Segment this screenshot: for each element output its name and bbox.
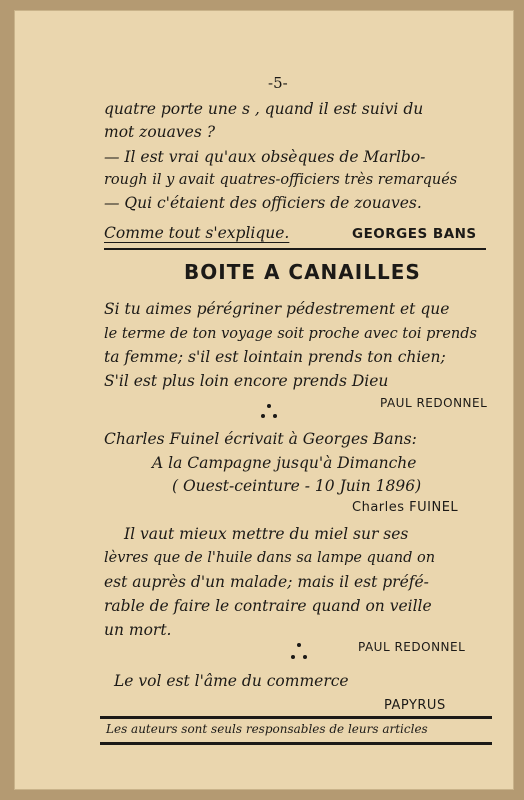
- paragraph-line: A la Campagne jusqu'à Dimanche: [152, 454, 417, 472]
- paragraph-line: est auprès d'un malade; mais il est préfé-: [104, 573, 429, 591]
- paragraph-line: Si tu aimes pérégriner pédestrement et que: [104, 300, 450, 318]
- intro-line: quatre porte une s , quand il est suivi du: [104, 100, 424, 118]
- paragraph-line: Charles Fuinel écrivait à Georges Bans:: [104, 430, 417, 448]
- paragraph-line: lèvres que de l'huile dans sa lampe quand on: [104, 550, 436, 566]
- section-title: BOITE A CANAILLES: [184, 260, 421, 284]
- paragraph-line: Le vol est l'âme du commerce: [114, 672, 349, 690]
- paragraph-line: ta femme; s'il est lointain prends ton chien;: [104, 348, 446, 366]
- section-divider: [104, 248, 486, 250]
- intro-line: — Il est vrai qu'aux obsèques de Marlbo-: [104, 148, 426, 166]
- intro-closing-line: Comme tout s'explique.: [104, 224, 290, 242]
- author-signature: PAUL REDONNEL: [380, 396, 488, 410]
- intro-line: rough il y avait quatres-officiers très remarqués: [104, 172, 458, 188]
- paragraph-line: le terme de ton voyage soit proche avec toi prends: [104, 326, 477, 342]
- paragraph-line: un mort.: [104, 621, 172, 639]
- intro-line: — Qui c'étaient des officiers de zouaves.: [104, 194, 422, 212]
- dot-separator: [260, 403, 280, 425]
- intro-author-signature: GEORGES BANS: [352, 226, 477, 242]
- dot-separator: [290, 642, 310, 664]
- paragraph-line: Il vaut mieux mettre du miel sur ses: [124, 525, 409, 543]
- intro-line: mot zouaves ?: [104, 123, 216, 141]
- paragraph-line: rable de faire le contraire quand on veille: [104, 597, 432, 615]
- author-signature: PAPYRUS: [384, 698, 446, 713]
- footer-divider: [100, 742, 492, 745]
- paragraph-line: ( Ouest-ceinture - 10 Juin 1896): [172, 477, 422, 495]
- page-number: -5-: [268, 74, 288, 92]
- paragraph-line: S'il est plus loin encore prends Dieu: [104, 372, 389, 390]
- footer-note: Les auteurs sont seuls responsables de leurs articles: [106, 722, 428, 736]
- author-signature: Charles FUINEL: [352, 500, 459, 515]
- document-page: [14, 10, 514, 790]
- footer-divider: [100, 716, 492, 719]
- author-signature: PAUL REDONNEL: [358, 640, 466, 654]
